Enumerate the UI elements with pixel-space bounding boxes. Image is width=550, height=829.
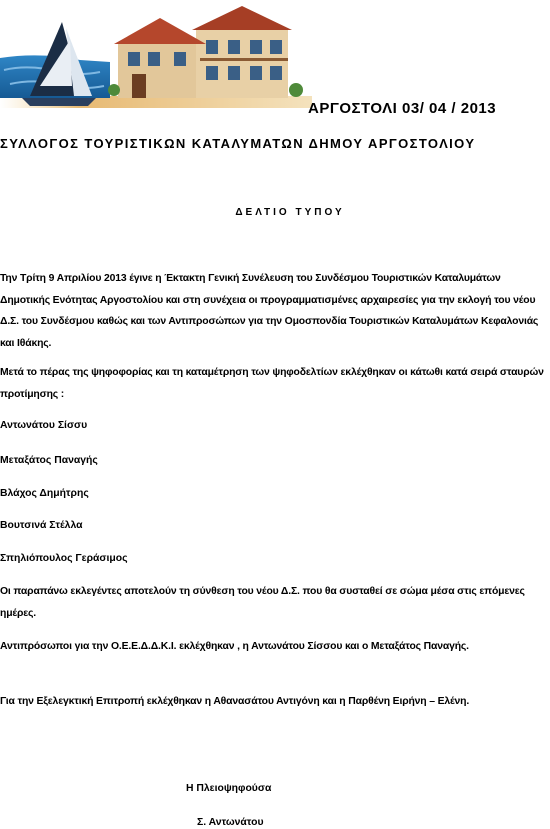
paragraph-audit-committee bbox=[0, 691, 548, 713]
signature-role: Η Πλειοψηφούσα bbox=[186, 783, 272, 794]
elected-member: Αντωνάτου Σίσσυ bbox=[0, 420, 88, 431]
paragraph-election-results bbox=[0, 362, 548, 405]
signature-name: Σ. Αντωνάτου bbox=[197, 817, 264, 828]
paragraph-text: Αντιπρόσωποι για την Ο.Ε.Ε.Δ.Δ.Κ.Ι. εκλέχθηκαν , η Αντωνάτου Σίσσου και ο Μεταξάτος Παναγής. bbox=[0, 641, 469, 652]
sailboat-house-logo bbox=[0, 0, 312, 118]
paragraph-announcement bbox=[0, 268, 548, 354]
paragraph-text: Μετά το πέρας της ψηφοφορίας και τη καταμέτρηση των ψηφοδελτίων εκλέχθηκαν οι κάτωθι κατά σειρά σταυρών προτίμησης : bbox=[0, 367, 544, 400]
elected-member: Βλάχος Δημήτρης bbox=[0, 488, 89, 499]
elected-member: Μεταξάτος Παναγής bbox=[0, 455, 98, 466]
document-date: ΑΡΓΟΣΤΟΛΙ 03/ 04 / 2013 bbox=[308, 100, 497, 117]
elected-member: Βουτσινά Στέλλα bbox=[0, 520, 83, 531]
elected-member: Σπηλιόπουλος Γεράσιμος bbox=[0, 553, 128, 564]
association-title: ΣΥΛΛΟΓΟΣ ΤΟΥΡΙΣΤΙΚΩΝ ΚΑΤΑΛΥΜΑΤΩΝ ΔΗΜΟΥ ΑΡΓΟΣΤΟΛΙΟΥ bbox=[0, 136, 476, 151]
paragraph-representatives bbox=[0, 636, 548, 658]
paragraph-text: Για την Εξελεγκτική Επιτροπή εκλέχθηκαν η Αθανασάτου Αντιγόνη και η Παρθένη Ειρήνη – Ελένη. bbox=[0, 696, 470, 707]
paragraph-board-composition bbox=[0, 581, 548, 624]
paragraph-text: Την Τρίτη 9 Απριλίου 2013 έγινε η Έκτακτη Γενική Συνέλευση του Συνδέσμου Τουριστικών Καταλυμάτων Δημοτικής Ενότητας Αργοστολίου και στη συνέχεια οι προγραμματισμένες αρχαιρεσίες για την εκλογή του νέου Δ.Σ. του Συνδέσμου καθώς και των Αντιπροσώπων για την Ομοσπονδία Τουριστικών Καταλυμάτων Κεφαλονιάς και Ιθάκης. bbox=[0, 273, 539, 349]
press-release-title: ΔΕΛΤΙΟ ΤΥΠΟΥ bbox=[235, 207, 345, 218]
paragraph-text: Οι παραπάνω εκλεγέντες αποτελούν τη σύνθεση του νέου Δ.Σ. που θα συσταθεί σε σώμα μέσα στις επόμενες ημέρες. bbox=[0, 586, 525, 619]
